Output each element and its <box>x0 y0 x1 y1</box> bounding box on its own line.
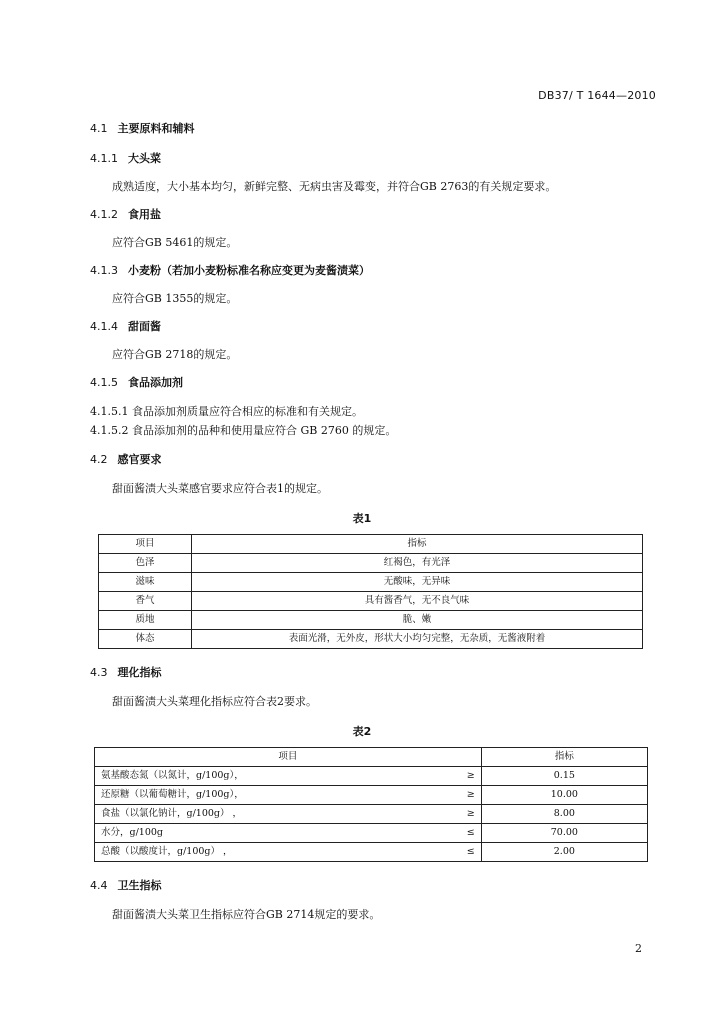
section-4-1-4-heading <box>90 318 161 334</box>
section-number: 4.1.2 <box>90 208 118 221</box>
section-4-2-heading <box>90 451 162 467</box>
table-cell: 水分，g/100g <box>95 824 461 843</box>
table-cell-symbol: ≥ <box>461 786 481 805</box>
table-cell: 质地 <box>99 611 192 630</box>
table-cell: 香气 <box>99 592 192 611</box>
section-title: 卫生指标 <box>117 879 162 892</box>
table-header-cell: 项目 <box>99 535 192 554</box>
section-title: 理化指标 <box>117 666 162 679</box>
section-4-3-body: 甜面酱渍大头菜理化指标应符合表2要求。 <box>112 695 317 708</box>
section-4-1-2-heading <box>90 206 161 222</box>
table-cell: 总酸（以酸度计，g/100g） ， <box>95 843 461 862</box>
table2-caption: 表2 <box>352 725 372 738</box>
section-4-2-body: 甜面酱渍大头菜感官要求应符合表1的规定。 <box>112 482 328 495</box>
table1-caption: 表1 <box>352 512 372 525</box>
sensory-requirements-table <box>98 534 643 649</box>
section-4-1-5-1: 4.1.5.1 食品添加剂质量应符合相应的标准和有关规定。 <box>90 405 363 418</box>
table-cell: 8.00 <box>481 805 647 824</box>
section-title: 感官要求 <box>117 453 162 466</box>
table-row <box>99 554 643 573</box>
table-cell-symbol: ≤ <box>461 843 481 862</box>
table-cell: 食盐（以氯化钠计，g/100g） ， <box>95 805 461 824</box>
section-4-1-5-2: 4.1.5.2 食品添加剂的品种和使用量应符合 GB 2760 的规定。 <box>90 424 397 437</box>
section-number: 4.1.4 <box>90 320 118 333</box>
section-title: 甜面酱 <box>128 320 161 333</box>
page-number: 2 <box>635 942 642 955</box>
section-4-1-4-body: 应符合GB 2718的规定。 <box>112 348 238 361</box>
section-4-3-heading <box>90 664 162 680</box>
section-title: 食品添加剂 <box>128 376 183 389</box>
table-cell-symbol: ≥ <box>461 805 481 824</box>
table-cell-symbol: ≤ <box>461 824 481 843</box>
document-header-id: DB37/ T 1644—2010 <box>538 89 656 102</box>
table-row <box>95 805 648 824</box>
section-4-1-5-heading <box>90 374 183 390</box>
table-cell: 2.00 <box>481 843 647 862</box>
table-cell: 具有酱香气，无不良气味 <box>192 592 643 611</box>
table-cell: 表面光滑，无外皮，形状大小均匀完整，无杂质，无酱液附着 <box>192 630 643 649</box>
table-row <box>95 786 648 805</box>
table-cell: 无酸味，无异味 <box>192 573 643 592</box>
table-cell: 70.00 <box>481 824 647 843</box>
section-4-1-1-heading <box>90 150 161 166</box>
physicochemical-indicators-table <box>94 747 648 862</box>
section-number: 4.3 <box>90 666 108 679</box>
table-cell: 10.00 <box>481 786 647 805</box>
section-4-4-heading <box>90 877 162 893</box>
table-row <box>95 843 648 862</box>
table-row <box>99 611 643 630</box>
table-cell: 氨基酸态氮（以氮计，g/100g）， <box>95 767 461 786</box>
table-row <box>99 592 643 611</box>
table-cell: 滋味 <box>99 573 192 592</box>
table-header-row <box>95 748 648 767</box>
section-title: 小麦粉（若加小麦粉标准名称应变更为麦酱渍菜） <box>128 264 370 277</box>
section-number: 4.1.1 <box>90 152 118 165</box>
table-row <box>99 573 643 592</box>
section-title: 大头菜 <box>128 152 161 165</box>
section-4-1-heading <box>90 120 195 136</box>
section-4-1-3-heading <box>90 262 370 278</box>
table-header-cell: 指标 <box>192 535 643 554</box>
table-cell: 0.15 <box>481 767 647 786</box>
table-header-cell: 项目 <box>95 748 482 767</box>
table-row <box>99 630 643 649</box>
table-row <box>95 767 648 786</box>
section-number: 4.4 <box>90 879 108 892</box>
section-4-1-1-body: 成熟适度，大小基本均匀，新鲜完整、无病虫害及霉变，并符合GB 2763的有关规定要求。 <box>112 180 557 193</box>
section-title: 主要原料和辅料 <box>117 122 195 135</box>
section-4-4-body: 甜面酱渍大头菜卫生指标应符合GB 2714规定的要求。 <box>112 908 381 921</box>
section-number: 4.1.5 <box>90 376 118 389</box>
section-number: 4.1.3 <box>90 264 118 277</box>
table-header-cell: 指标 <box>481 748 647 767</box>
table-cell-symbol: ≥ <box>461 767 481 786</box>
table-cell: 脆、嫩 <box>192 611 643 630</box>
section-4-1-2-body: 应符合GB 5461的规定。 <box>112 236 238 249</box>
section-title: 食用盐 <box>128 208 161 221</box>
section-4-1-3-body: 应符合GB 1355的规定。 <box>112 292 238 305</box>
table-header-row <box>99 535 643 554</box>
section-number: 4.1 <box>90 122 108 135</box>
table-cell: 色泽 <box>99 554 192 573</box>
table-cell: 还原糖（以葡萄糖计，g/100g）， <box>95 786 461 805</box>
table-cell: 红褐色，有光泽 <box>192 554 643 573</box>
section-number: 4.2 <box>90 453 108 466</box>
table-row <box>95 824 648 843</box>
table-cell: 体态 <box>99 630 192 649</box>
